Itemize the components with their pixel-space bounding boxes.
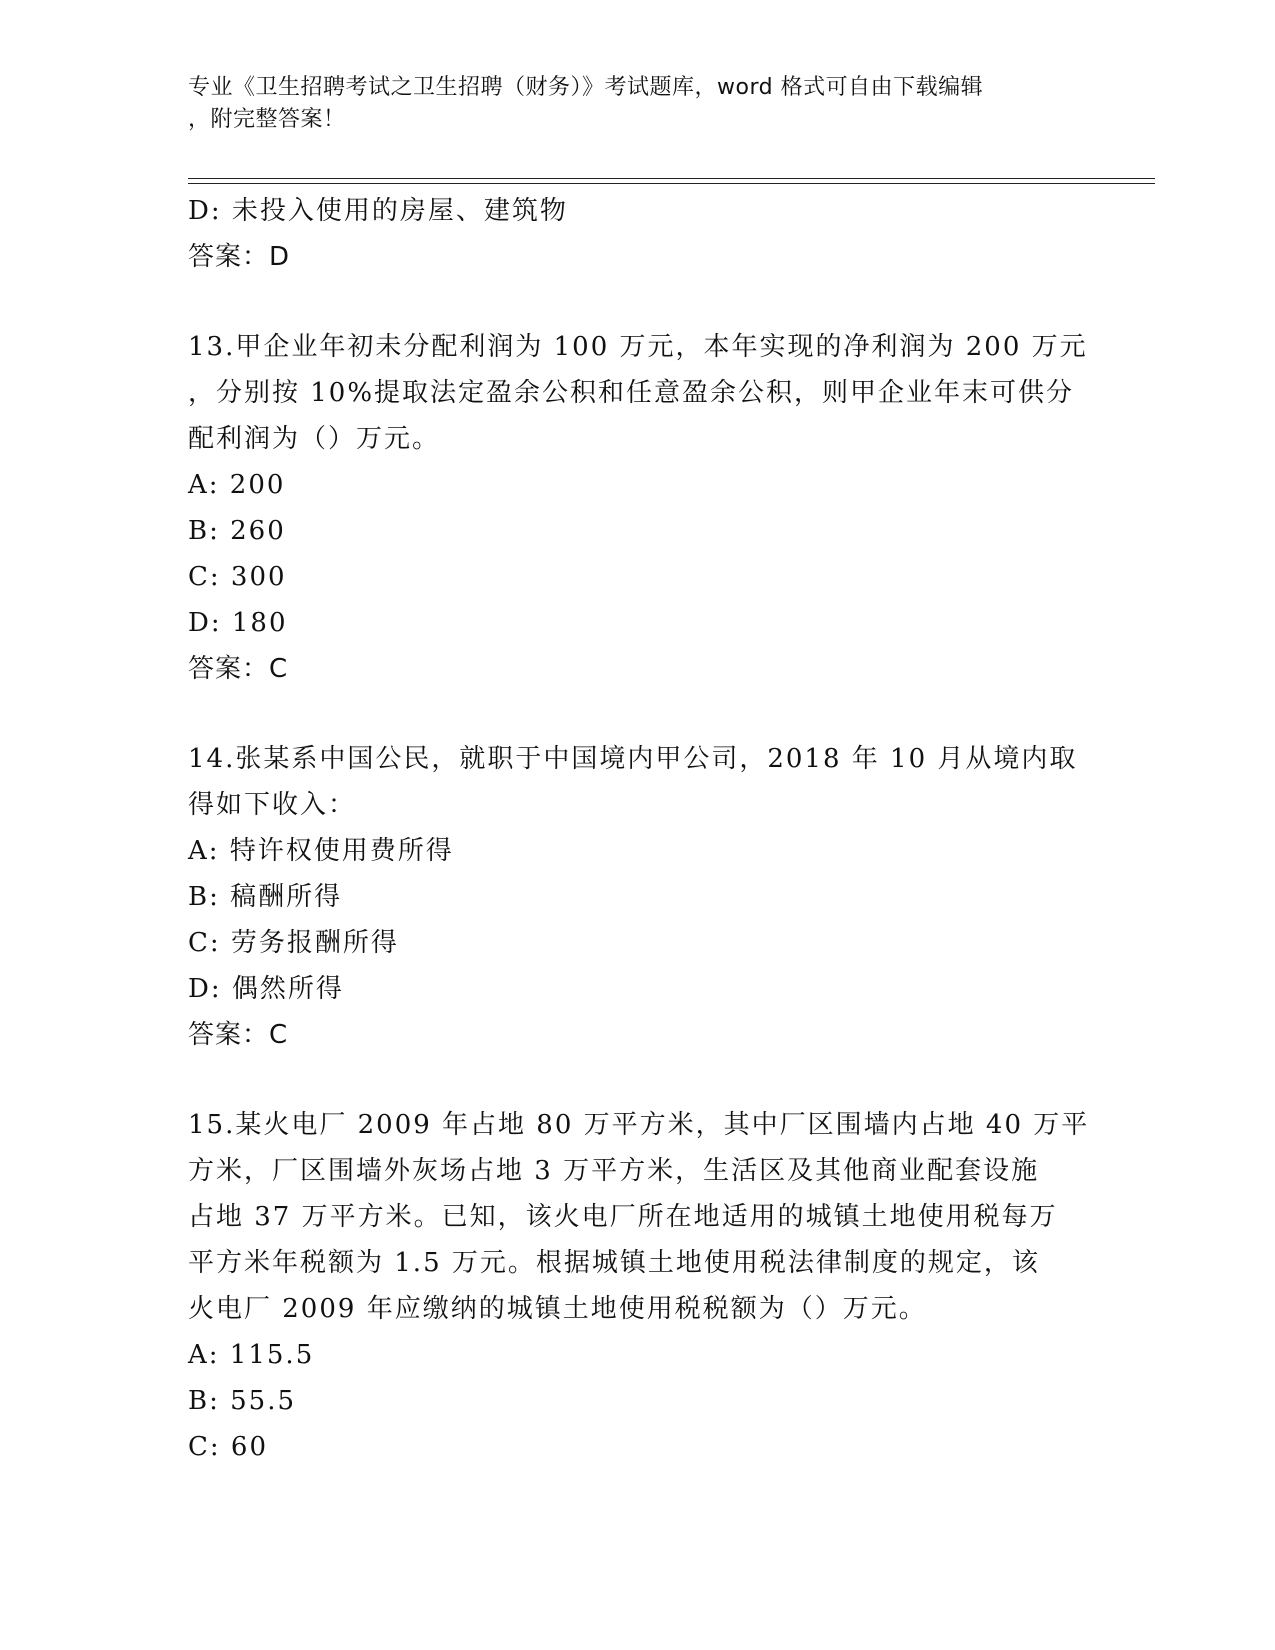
option-a: A: 特许权使用费所得 bbox=[188, 836, 454, 866]
option-c: C: 60 bbox=[188, 1432, 269, 1462]
answer-text: 答案：D bbox=[188, 242, 291, 272]
prev-question-tail bbox=[188, 188, 1088, 280]
option-d: D: 180 bbox=[188, 608, 288, 638]
question-stem-line: 14.张某系中国公民，就职于中国境内甲公司，2018 年 10 月从境内取 bbox=[188, 744, 1078, 774]
option-d: D: 偶然所得 bbox=[188, 974, 344, 1004]
header-line-2: ，附完整答案！ bbox=[188, 107, 346, 132]
page-header bbox=[188, 72, 1088, 136]
option-b: B: 260 bbox=[188, 516, 286, 546]
option-a: A: 200 bbox=[188, 470, 286, 500]
answer-text: 答案：C bbox=[188, 1020, 289, 1050]
question-stem-line: 13.甲企业年初未分配利润为 100 万元，本年实现的净利润为 200 万元 bbox=[188, 332, 1088, 362]
option-b: B: 55.5 bbox=[188, 1386, 297, 1416]
question-content bbox=[188, 188, 1088, 1470]
question-14 bbox=[188, 736, 1088, 1058]
question-stem-line: 火电厂 2009 年应缴纳的城镇土地使用税税额为（）万元。 bbox=[188, 1294, 927, 1324]
option-d: D: 未投入使用的房屋、建筑物 bbox=[188, 196, 568, 226]
question-stem-line: 15.某火电厂 2009 年占地 80 万平方米，其中厂区围墙内占地 40 万平 bbox=[188, 1110, 1090, 1140]
question-stem-line: ，分别按 10%提取法定盈余公积和任意盈余公积，则甲企业年末可供分 bbox=[188, 378, 1075, 408]
question-stem-line: 平方米年税额为 1.5 万元。根据城镇土地使用税法律制度的规定，该 bbox=[188, 1248, 1040, 1278]
question-stem-line: 得如下收入： bbox=[188, 790, 357, 820]
question-15 bbox=[188, 1102, 1088, 1470]
option-c: C: 劳务报酬所得 bbox=[188, 928, 399, 958]
header-rule-bottom bbox=[188, 183, 1155, 184]
question-stem-line: 方米，厂区围墙外灰场占地 3 万平方米，生活区及其他商业配套设施 bbox=[188, 1156, 1040, 1186]
header-rule-top bbox=[188, 178, 1155, 179]
question-13 bbox=[188, 324, 1088, 692]
option-a: A: 115.5 bbox=[188, 1340, 315, 1370]
question-stem-line: 占地 37 万平方米。已知，该火电厂所在地适用的城镇土地使用税每万 bbox=[188, 1202, 1058, 1232]
question-stem-line: 配利润为（）万元。 bbox=[188, 424, 441, 454]
option-b: B: 稿酬所得 bbox=[188, 882, 343, 912]
option-c: C: 300 bbox=[188, 562, 287, 592]
header-line-1: 专业《卫生招聘考试之卫生招聘（财务）》考试题库，word 格式可自由下载编辑 bbox=[188, 75, 984, 100]
answer-text: 答案：C bbox=[188, 654, 289, 684]
